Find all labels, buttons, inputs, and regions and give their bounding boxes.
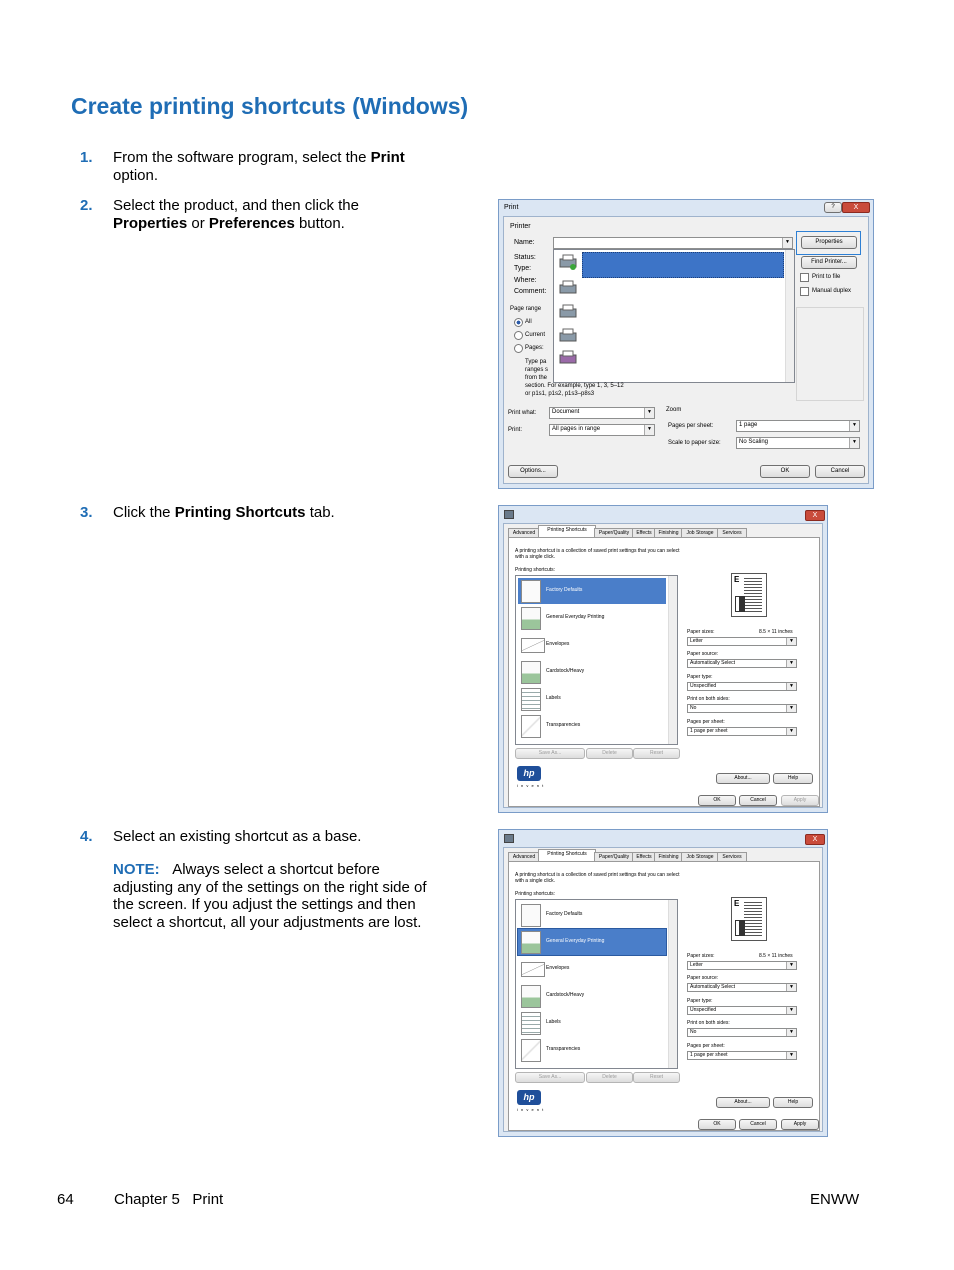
help-button[interactable]: Help bbox=[773, 1097, 813, 1108]
paper-sizes-dimensions: 8.5 × 11 inches bbox=[759, 629, 793, 635]
page-number: 64 bbox=[57, 1191, 74, 1208]
footer-right: ENWW bbox=[810, 1191, 860, 1208]
shortcuts-label: Printing shortcuts: bbox=[515, 567, 556, 573]
note-label: NOTE: bbox=[113, 861, 160, 878]
pages-per-sheet-combo[interactable] bbox=[687, 727, 797, 736]
current-radio[interactable] bbox=[514, 331, 523, 340]
step-1-number: 1. bbox=[80, 149, 93, 166]
current-label: Current bbox=[525, 332, 546, 338]
pages-per-sheet-value: 1 page per sheet bbox=[690, 728, 728, 734]
tab-job-storage[interactable]: Job Storage bbox=[681, 852, 719, 863]
paper-type-value: Unspecified bbox=[690, 683, 717, 689]
tab-finishing[interactable]: Finishing bbox=[654, 528, 683, 539]
cancel-button[interactable]: Cancel bbox=[815, 465, 865, 478]
delete-button[interactable]: Delete bbox=[586, 748, 633, 759]
printer-group-label: Printer bbox=[510, 223, 531, 230]
paper-source-value: Automatically Select bbox=[690, 984, 736, 990]
paper-sizes-combo[interactable] bbox=[687, 637, 797, 646]
paper-sizes-label: Paper sizes: bbox=[687, 629, 715, 635]
shortcut-label: Factory Defaults bbox=[546, 587, 583, 593]
both-sides-label: Print on both sides: bbox=[687, 1020, 730, 1026]
paper-source-combo[interactable] bbox=[687, 983, 797, 992]
paper-source-value: Automatically Select bbox=[690, 660, 736, 666]
cardstock-icon bbox=[521, 661, 541, 684]
tab-panel bbox=[508, 537, 820, 807]
shortcut-label: Envelopes bbox=[546, 641, 570, 647]
hp-logo-invent: i n v e n t bbox=[517, 783, 545, 788]
delete-button[interactable]: Delete bbox=[586, 1072, 633, 1083]
paper-type-combo[interactable] bbox=[687, 1006, 797, 1015]
tab-paper-quality[interactable]: Paper/Quality bbox=[594, 528, 634, 539]
chevron-down-icon[interactable]: ▼ bbox=[786, 1007, 796, 1014]
chevron-down-icon[interactable]: ▼ bbox=[786, 1052, 796, 1059]
status-label: Status: bbox=[514, 254, 536, 261]
print-value: All pages in range bbox=[552, 426, 601, 432]
tab-job-storage[interactable]: Job Storage bbox=[681, 528, 719, 539]
both-sides-label: Print on both sides: bbox=[687, 696, 730, 702]
print-what-label: Print what: bbox=[508, 410, 537, 416]
prefs-body bbox=[503, 847, 823, 1132]
hp-logo-invent: i n v e n t bbox=[517, 1107, 545, 1112]
printer-icon bbox=[504, 834, 514, 843]
manual-duplex-label: Manual duplex bbox=[812, 288, 852, 294]
preview-letter: E bbox=[734, 575, 740, 584]
save-as-button[interactable]: Save As... bbox=[515, 748, 585, 759]
printer-list-scrollbar[interactable] bbox=[785, 250, 794, 382]
chevron-down-icon[interactable]: ▼ bbox=[786, 638, 796, 645]
paper-source-label: Paper source: bbox=[687, 651, 719, 657]
chevron-down-icon[interactable]: ▼ bbox=[849, 438, 859, 448]
options-button[interactable]: Options... bbox=[508, 465, 558, 478]
save-as-button[interactable]: Save As... bbox=[515, 1072, 585, 1083]
ok-button[interactable]: OK bbox=[698, 795, 736, 806]
print-to-file-checkbox[interactable] bbox=[800, 273, 809, 282]
range-hint-line: ranges s bbox=[525, 367, 549, 373]
step-3-text: Click the Printing Shortcuts tab. bbox=[113, 504, 335, 521]
shortcut-item[interactable] bbox=[518, 1037, 666, 1063]
help-button[interactable]: Help bbox=[773, 773, 813, 784]
printer-icon bbox=[558, 280, 578, 296]
pages-per-sheet-label: Pages per sheet: bbox=[668, 423, 714, 429]
tab-panel bbox=[508, 861, 820, 1131]
printer-icon bbox=[558, 328, 578, 344]
chevron-down-icon[interactable]: ▼ bbox=[786, 962, 796, 969]
close-button[interactable]: X bbox=[805, 834, 825, 845]
reset-button[interactable]: Reset bbox=[633, 748, 680, 759]
pages-radio[interactable] bbox=[514, 344, 523, 353]
shortcut-label: Labels bbox=[546, 1019, 561, 1025]
paper-source-label: Paper source: bbox=[687, 975, 719, 981]
prefs-body bbox=[503, 523, 823, 808]
both-sides-combo[interactable] bbox=[687, 1028, 797, 1037]
chapter-label: Chapter 5 Print bbox=[114, 1191, 224, 1208]
page-preview bbox=[731, 897, 767, 941]
shortcut-label: Cardstock/Heavy bbox=[546, 992, 585, 998]
pages-label: Pages: bbox=[525, 345, 544, 351]
copies-group bbox=[796, 307, 864, 401]
hp-logo: hp bbox=[517, 1090, 541, 1105]
paper-type-combo[interactable] bbox=[687, 682, 797, 691]
about-button[interactable]: About... bbox=[716, 773, 770, 784]
find-printer-button[interactable]: Find Printer... bbox=[801, 256, 857, 269]
name-label: Name: bbox=[514, 239, 535, 246]
print-dialog-body bbox=[503, 216, 869, 484]
all-radio[interactable] bbox=[514, 318, 523, 327]
chevron-down-icon[interactable]: ▼ bbox=[782, 238, 792, 248]
range-hint-line: section. For example, type 1, 3, 5–12 bbox=[525, 383, 624, 389]
note-text: Always select a shortcut before adjusting any of the settings on the right side of the screen. If you adjust the settings and then select a shortcut, all your adjustments are lost. bbox=[113, 861, 427, 931]
tab-printing-shortcuts[interactable]: Printing Shortcuts bbox=[538, 849, 596, 863]
tab-services[interactable]: Services bbox=[717, 852, 747, 863]
shortcut-label: Labels bbox=[546, 695, 561, 701]
tab-services[interactable]: Services bbox=[717, 528, 747, 539]
shortcut-item[interactable] bbox=[518, 956, 666, 982]
close-button[interactable]: X bbox=[805, 510, 825, 521]
shortcut-item[interactable] bbox=[518, 929, 666, 955]
shortcuts-list[interactable] bbox=[515, 899, 678, 1069]
step-1-text: From the software program, select the Print option. bbox=[113, 149, 405, 184]
preview-lines bbox=[744, 902, 762, 903]
document-icon bbox=[521, 904, 541, 927]
print-label: Print: bbox=[508, 427, 523, 433]
intro-line: with a single click. bbox=[515, 554, 556, 560]
paper-sizes-dimensions: 8.5 × 11 inches bbox=[759, 953, 793, 959]
shortcut-item[interactable] bbox=[518, 605, 666, 631]
shortcut-item[interactable] bbox=[518, 632, 666, 658]
shortcut-item[interactable] bbox=[518, 686, 666, 712]
print-dialog bbox=[498, 199, 874, 489]
transparency-icon bbox=[521, 1039, 541, 1062]
paper-sizes-combo[interactable] bbox=[687, 961, 797, 970]
all-label: All bbox=[525, 319, 532, 325]
step-4-text: Select an existing shortcut as a base. bbox=[113, 828, 362, 845]
pages-per-sheet-combo[interactable] bbox=[736, 420, 860, 432]
pages-per-sheet-combo[interactable] bbox=[687, 1051, 797, 1060]
preferences-dialog-1 bbox=[498, 505, 828, 813]
picture-document-icon bbox=[521, 607, 541, 630]
pages-per-sheet-value: 1 page bbox=[739, 422, 758, 428]
shortcut-label: Transparencies bbox=[546, 1046, 581, 1052]
picture-document-icon bbox=[521, 931, 541, 954]
labels-icon bbox=[521, 1012, 541, 1035]
shortcut-label: Envelopes bbox=[546, 965, 570, 971]
shortcut-item[interactable] bbox=[518, 983, 666, 1009]
preferences-dialog-2 bbox=[498, 829, 828, 1137]
tab-effects[interactable]: Effects bbox=[632, 528, 656, 539]
ok-button[interactable]: OK bbox=[760, 465, 810, 478]
note bbox=[113, 861, 438, 931]
step-4-number: 4. bbox=[80, 828, 93, 845]
step-3-number: 3. bbox=[80, 504, 93, 521]
intro-text bbox=[515, 548, 680, 560]
type-label: Type: bbox=[514, 265, 532, 272]
chevron-down-icon[interactable]: ▼ bbox=[786, 660, 796, 667]
intro-line: A printing shortcut is a collection of saved print settings that you can select bbox=[515, 548, 680, 554]
pages-per-sheet-label: Pages per sheet: bbox=[687, 1043, 725, 1049]
print-dialog-title: Print bbox=[504, 204, 519, 211]
envelope-icon bbox=[521, 638, 545, 653]
shortcuts-scrollbar[interactable] bbox=[668, 576, 677, 744]
printer-highlighted-row[interactable] bbox=[582, 252, 784, 278]
shortcut-item[interactable] bbox=[518, 902, 666, 928]
ok-button[interactable]: OK bbox=[698, 1119, 736, 1130]
chevron-down-icon[interactable]: ▼ bbox=[786, 683, 796, 690]
shortcuts-list[interactable] bbox=[515, 575, 678, 745]
range-hint-line: from the bbox=[525, 375, 548, 381]
document-icon bbox=[521, 580, 541, 603]
tab-finishing[interactable]: Finishing bbox=[654, 852, 683, 863]
cancel-button[interactable]: Cancel bbox=[739, 795, 777, 806]
pages-per-sheet-value: 1 page per sheet bbox=[690, 1052, 728, 1058]
range-hint bbox=[525, 358, 624, 398]
close-button[interactable]: X bbox=[842, 202, 870, 213]
paper-sizes-value: Letter bbox=[690, 962, 703, 968]
tab-paper-quality[interactable]: Paper/Quality bbox=[594, 852, 634, 863]
chevron-down-icon[interactable]: ▼ bbox=[644, 408, 654, 418]
envelope-icon bbox=[521, 962, 545, 977]
properties-button[interactable]: Properties bbox=[801, 236, 857, 249]
paper-source-combo[interactable] bbox=[687, 659, 797, 668]
chevron-down-icon[interactable]: ▼ bbox=[849, 421, 859, 431]
shortcut-item[interactable] bbox=[518, 659, 666, 685]
comment-label: Comment: bbox=[514, 288, 547, 295]
printer-icon bbox=[504, 510, 514, 519]
shortcut-item[interactable] bbox=[518, 713, 666, 739]
shortcuts-label: Printing shortcuts: bbox=[515, 891, 556, 897]
scale-label: Scale to paper size: bbox=[668, 440, 721, 446]
manual-duplex-checkbox[interactable] bbox=[800, 287, 809, 296]
intro-text bbox=[515, 872, 680, 884]
print-combo[interactable] bbox=[549, 424, 655, 436]
shortcut-label: Cardstock/Heavy bbox=[546, 668, 585, 674]
pages-per-sheet-label: Pages per sheet: bbox=[687, 719, 725, 725]
help-button[interactable]: ? bbox=[824, 202, 842, 213]
both-sides-combo[interactable] bbox=[687, 704, 797, 713]
page-title: Create printing shortcuts (Windows) bbox=[71, 93, 469, 119]
shortcut-item[interactable] bbox=[518, 1010, 666, 1036]
tab-printing-shortcuts[interactable]: Printing Shortcuts bbox=[538, 525, 596, 539]
preview-letter: E bbox=[734, 899, 740, 908]
tab-effects[interactable]: Effects bbox=[632, 852, 656, 863]
paper-type-label: Paper type: bbox=[687, 674, 713, 680]
chevron-down-icon[interactable]: ▼ bbox=[786, 984, 796, 991]
cancel-button[interactable]: Cancel bbox=[739, 1119, 777, 1130]
chevron-down-icon[interactable]: ▼ bbox=[786, 728, 796, 735]
both-sides-value: No bbox=[690, 705, 697, 711]
printer-icon bbox=[558, 304, 578, 320]
paper-sizes-label: Paper sizes: bbox=[687, 953, 715, 959]
labels-icon bbox=[521, 688, 541, 711]
where-label: Where: bbox=[514, 277, 537, 284]
reset-button[interactable]: Reset bbox=[633, 1072, 680, 1083]
hp-logo: hp bbox=[517, 766, 541, 781]
chevron-down-icon[interactable]: ▼ bbox=[786, 1029, 796, 1036]
paper-type-value: Unspecified bbox=[690, 1007, 717, 1013]
shortcut-label: General Everyday Printing bbox=[546, 614, 605, 620]
tab-advanced[interactable]: Advanced bbox=[508, 528, 540, 539]
shortcuts-scrollbar[interactable] bbox=[668, 900, 677, 1068]
chevron-down-icon[interactable]: ▼ bbox=[786, 705, 796, 712]
printer-icon bbox=[558, 254, 578, 270]
paper-sizes-value: Letter bbox=[690, 638, 703, 644]
shortcut-label: Transparencies bbox=[546, 722, 581, 728]
chevron-down-icon[interactable]: ▼ bbox=[644, 425, 654, 435]
cardstock-icon bbox=[521, 985, 541, 1008]
printer-name-combo[interactable] bbox=[553, 237, 793, 249]
intro-line: A printing shortcut is a collection of saved print settings that you can select bbox=[515, 872, 680, 878]
preview-image bbox=[735, 920, 745, 936]
paper-type-label: Paper type: bbox=[687, 998, 713, 1004]
both-sides-value: No bbox=[690, 1029, 697, 1035]
page-range-label: Page range bbox=[510, 306, 542, 312]
scale-value: No Scaling bbox=[739, 439, 769, 445]
step-2-number: 2. bbox=[80, 197, 93, 214]
about-button[interactable]: About... bbox=[716, 1097, 770, 1108]
preview-image bbox=[735, 596, 745, 612]
shortcut-label: Factory Defaults bbox=[546, 911, 583, 917]
page-preview bbox=[731, 573, 767, 617]
print-what-value: Document bbox=[552, 409, 580, 415]
intro-line: with a single click. bbox=[515, 878, 556, 884]
range-hint-line: Type pa bbox=[525, 359, 547, 365]
print-what-combo[interactable] bbox=[549, 407, 655, 419]
zoom-label: Zoom bbox=[666, 407, 682, 413]
scale-combo[interactable] bbox=[736, 437, 860, 449]
print-to-file-label: Print to file bbox=[812, 274, 841, 280]
step-2-text: Select the product, and then click the Properties or Preferences button. bbox=[113, 197, 359, 232]
range-hint-line: or p1s1, p1s2, p1s3–p8s3 bbox=[525, 391, 595, 397]
apply-button[interactable]: Apply bbox=[781, 1119, 819, 1130]
apply-button[interactable]: Apply bbox=[781, 795, 819, 806]
tab-advanced[interactable]: Advanced bbox=[508, 852, 540, 863]
shortcut-label: General Everyday Printing bbox=[546, 938, 605, 944]
shortcut-item[interactable] bbox=[518, 578, 666, 604]
preview-lines bbox=[744, 578, 762, 579]
transparency-icon bbox=[521, 715, 541, 738]
